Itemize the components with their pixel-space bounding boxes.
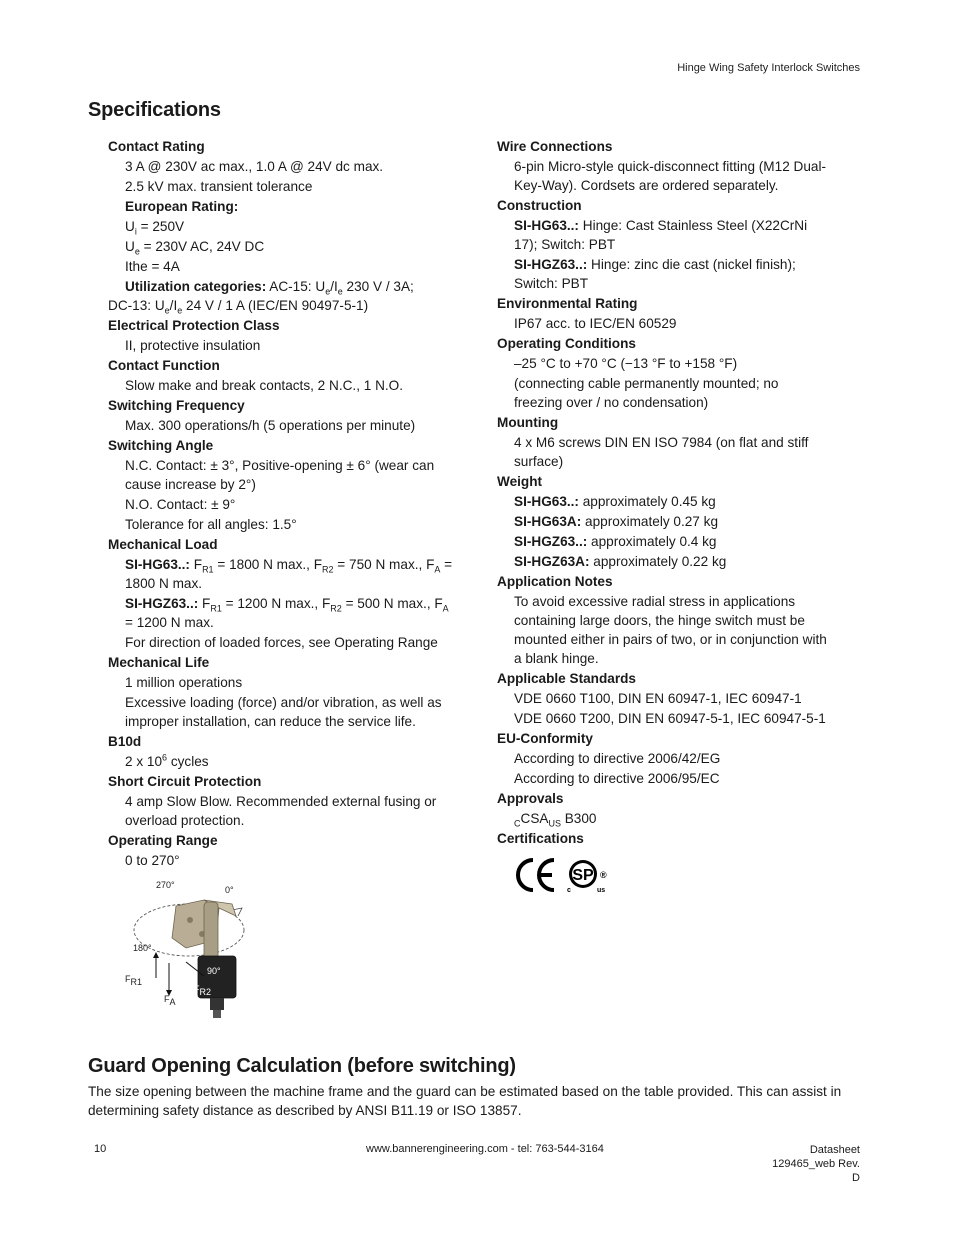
spec-contact-rating xyxy=(108,137,453,315)
spec-value: SI-HG63..: $F_{R1} = 1800$ N max., $F_{R2} = 750$ N max., $F_A = 1800$ N max. xyxy=(125,557,453,591)
spec-value: II, protective insulation xyxy=(125,338,261,353)
spec-heading: Mounting xyxy=(497,415,559,430)
spec-value: SI-HG63A: approximately 0.27 kg xyxy=(514,514,719,529)
spec-weight xyxy=(497,472,827,571)
spec-value: SI-HGZ63..: Hinge: zinc die cast (nickel finish); Switch: PBT xyxy=(514,257,796,291)
spec-value: SI-HG63..: approximately 0.45 kg xyxy=(514,494,716,509)
guard-opening-text: The size opening between the machine frame and the guard can be estimated based on the table provided. This can assist in determining safety distance as described by ANSI B11.19 or ISO 13857. xyxy=(88,1084,842,1118)
spec-heading: Approvals xyxy=(497,791,564,806)
spec-value: Utilization categories: AC-15: $U_e/I_e$ 230 V / 3A; xyxy=(125,279,414,297)
spec-heading: Switching Frequency xyxy=(108,398,245,413)
operating-range-diagram xyxy=(124,878,254,1023)
spec-value: $U_e = 230V$ AC, 24V DC xyxy=(125,239,265,257)
spec-value: To avoid excessive radial stress in applications containing large doors, the hinge switch must be mounted either in pairs of two, or in conjunction with a blank hinge. xyxy=(514,594,827,666)
spec-value: According to directive 2006/95/EC xyxy=(514,771,720,786)
spec-value: –25 °C to +70 °C (−13 °F to +158 °F) xyxy=(514,356,738,371)
spec-wire-connections xyxy=(497,137,827,195)
spec-value: N.O. Contact: ± 9° xyxy=(125,497,236,512)
spec-value: Ithe = 4A xyxy=(125,259,180,274)
svg-text:us: us xyxy=(597,887,606,894)
force-label-fr1: $F_{R1}$ xyxy=(125,974,143,987)
spec-value: SI-HGZ63..: approximately 0.4 kg xyxy=(514,534,717,549)
spec-value: 0 to 270° xyxy=(125,853,180,868)
spec-value: 2 x $10^6$ cycles xyxy=(125,752,209,769)
spec-heading: Certifications xyxy=(497,831,584,846)
spec-value: For direction of loaded forces, see Operating Range xyxy=(125,635,438,650)
spec-value: 4 x M6 screws DIN EN ISO 7984 (on flat and stiff surface) xyxy=(514,435,809,469)
spec-column-right xyxy=(497,137,827,849)
spec-switching-angle xyxy=(108,436,453,534)
spec-value: According to directive 2006/42/EG xyxy=(514,751,721,766)
certification-logos xyxy=(513,856,613,896)
spec-heading: Construction xyxy=(497,198,582,213)
spec-operating-range xyxy=(108,831,453,870)
spec-heading: Operating Range xyxy=(108,833,218,848)
spec-value: SI-HGZ63A: approximately 0.22 kg xyxy=(514,554,727,569)
spec-heading: Environmental Rating xyxy=(497,296,638,311)
spec-value: 1 million operations xyxy=(125,675,243,690)
svg-text:SP: SP xyxy=(572,867,594,884)
spec-value: 4 amp Slow Blow. Recommended external fusing or overload protection. xyxy=(125,794,437,828)
spec-value: SI-HG63..: Hinge: Cast Stainless Steel (X22CrNi 17); Switch: PBT xyxy=(514,218,808,252)
spec-heading: Application Notes xyxy=(497,574,613,589)
force-label-fr2: $F_{R2}$ xyxy=(194,984,212,997)
spec-value: IP67 acc. to IEC/EN 60529 xyxy=(514,316,677,331)
spec-value: DC-13: $U_e/I_e$ 24 V / 1 A (IEC/EN 90497-5-1) xyxy=(108,298,369,316)
spec-b10d xyxy=(108,732,453,771)
spec-certifications xyxy=(497,829,827,848)
spec-value: SI-HGZ63..: $F_{R1} = 1200$ N max., $F_{R2} = 500$ N max., $F_A = 1200$ N max. xyxy=(125,596,449,630)
spec-approvals xyxy=(497,789,827,828)
spec-heading: Electrical Protection Class xyxy=(108,318,280,333)
spec-column-left xyxy=(108,137,453,871)
spec-mechanical-load xyxy=(108,535,453,652)
spec-value: $U_i = 250V$ xyxy=(125,219,185,237)
spec-switching-frequency xyxy=(108,396,453,435)
spec-heading: Mechanical Load xyxy=(108,537,218,552)
angle-label-90: 90° xyxy=(207,966,221,976)
force-label-fa: $F_A$ xyxy=(164,994,176,1007)
spec-short-circuit xyxy=(108,772,453,830)
angle-label-180: 180° xyxy=(133,943,152,953)
spec-heading: Weight xyxy=(497,474,543,489)
spec-value: 2.5 kV max. transient tolerance xyxy=(125,179,313,194)
spec-operating-conditions xyxy=(497,334,827,412)
spec-subheading: European Rating: xyxy=(125,199,239,214)
spec-value: N.C. Contact: ± 3°, Positive-opening ± 6° (wear can cause increase by 2°) xyxy=(125,458,435,492)
spec-value: VDE 0660 T100, DIN EN 60947-1, IEC 60947-1 xyxy=(514,691,802,706)
spec-value: Excessive loading (force) and/or vibration, as well as improper installation, can reduce the service life. xyxy=(125,695,442,729)
spec-value: Max. 300 operations/h (5 operations per minute) xyxy=(125,418,416,433)
spec-mounting xyxy=(497,413,827,471)
running-header: Hinge Wing Safety Interlock Switches xyxy=(677,62,860,74)
spec-construction xyxy=(497,196,827,293)
spec-value: 6-pin Micro-style quick-disconnect fitting (M12 Dual-Key-Way). Cordsets are ordered separately. xyxy=(514,159,827,193)
spec-heading: Wire Connections xyxy=(497,139,613,154)
spec-heading: Contact Function xyxy=(108,358,220,373)
spec-heading: Applicable Standards xyxy=(497,671,636,686)
spec-value: $_CCSA_{US}$ B300 xyxy=(514,811,597,829)
angle-label-270: 270° xyxy=(156,880,175,890)
spec-heading: Contact Rating xyxy=(108,139,205,154)
spec-heading: B10d xyxy=(108,734,142,749)
spec-value: VDE 0660 T200, DIN EN 60947-5-1, IEC 60947-5-1 xyxy=(514,711,826,726)
spec-mechanical-life xyxy=(108,653,453,731)
svg-text:c: c xyxy=(567,887,571,894)
angle-label-0: 0° xyxy=(225,885,234,895)
spec-application-notes xyxy=(497,572,827,668)
spec-value: 3 A @ 230V ac max., 1.0 A @ 24V dc max. xyxy=(125,159,384,174)
guard-opening-heading: Guard Opening Calculation (before switching) xyxy=(88,1055,516,1077)
ce-mark-icon xyxy=(513,856,613,896)
specifications-heading: Specifications xyxy=(88,99,221,121)
spec-heading: Operating Conditions xyxy=(497,336,636,351)
spec-value: Slow make and break contacts, 2 N.C., 1 N.O. xyxy=(125,378,404,393)
footer-doc-info: Datasheet 129465_web Rev. D xyxy=(772,1144,860,1184)
spec-environmental-rating xyxy=(497,294,827,333)
spec-heading: Short Circuit Protection xyxy=(108,774,262,789)
footer-website: www.bannerengineering.com - tel: 763-544-3164 xyxy=(366,1143,604,1155)
page-number: 10 xyxy=(94,1143,107,1155)
spec-heading: Switching Angle xyxy=(108,438,214,453)
spec-eu-conformity xyxy=(497,729,827,788)
spec-heading: Mechanical Life xyxy=(108,655,210,670)
spec-value: (connecting cable permanently mounted; no freezing over / no condensation) xyxy=(514,376,779,410)
spec-heading: EU-Conformity xyxy=(497,731,593,746)
spec-contact-function xyxy=(108,356,453,395)
spec-value: Tolerance for all angles: 1.5° xyxy=(125,517,297,532)
svg-text:®: ® xyxy=(600,870,607,880)
spec-electrical-protection xyxy=(108,316,453,355)
spec-applicable-standards xyxy=(497,669,827,728)
